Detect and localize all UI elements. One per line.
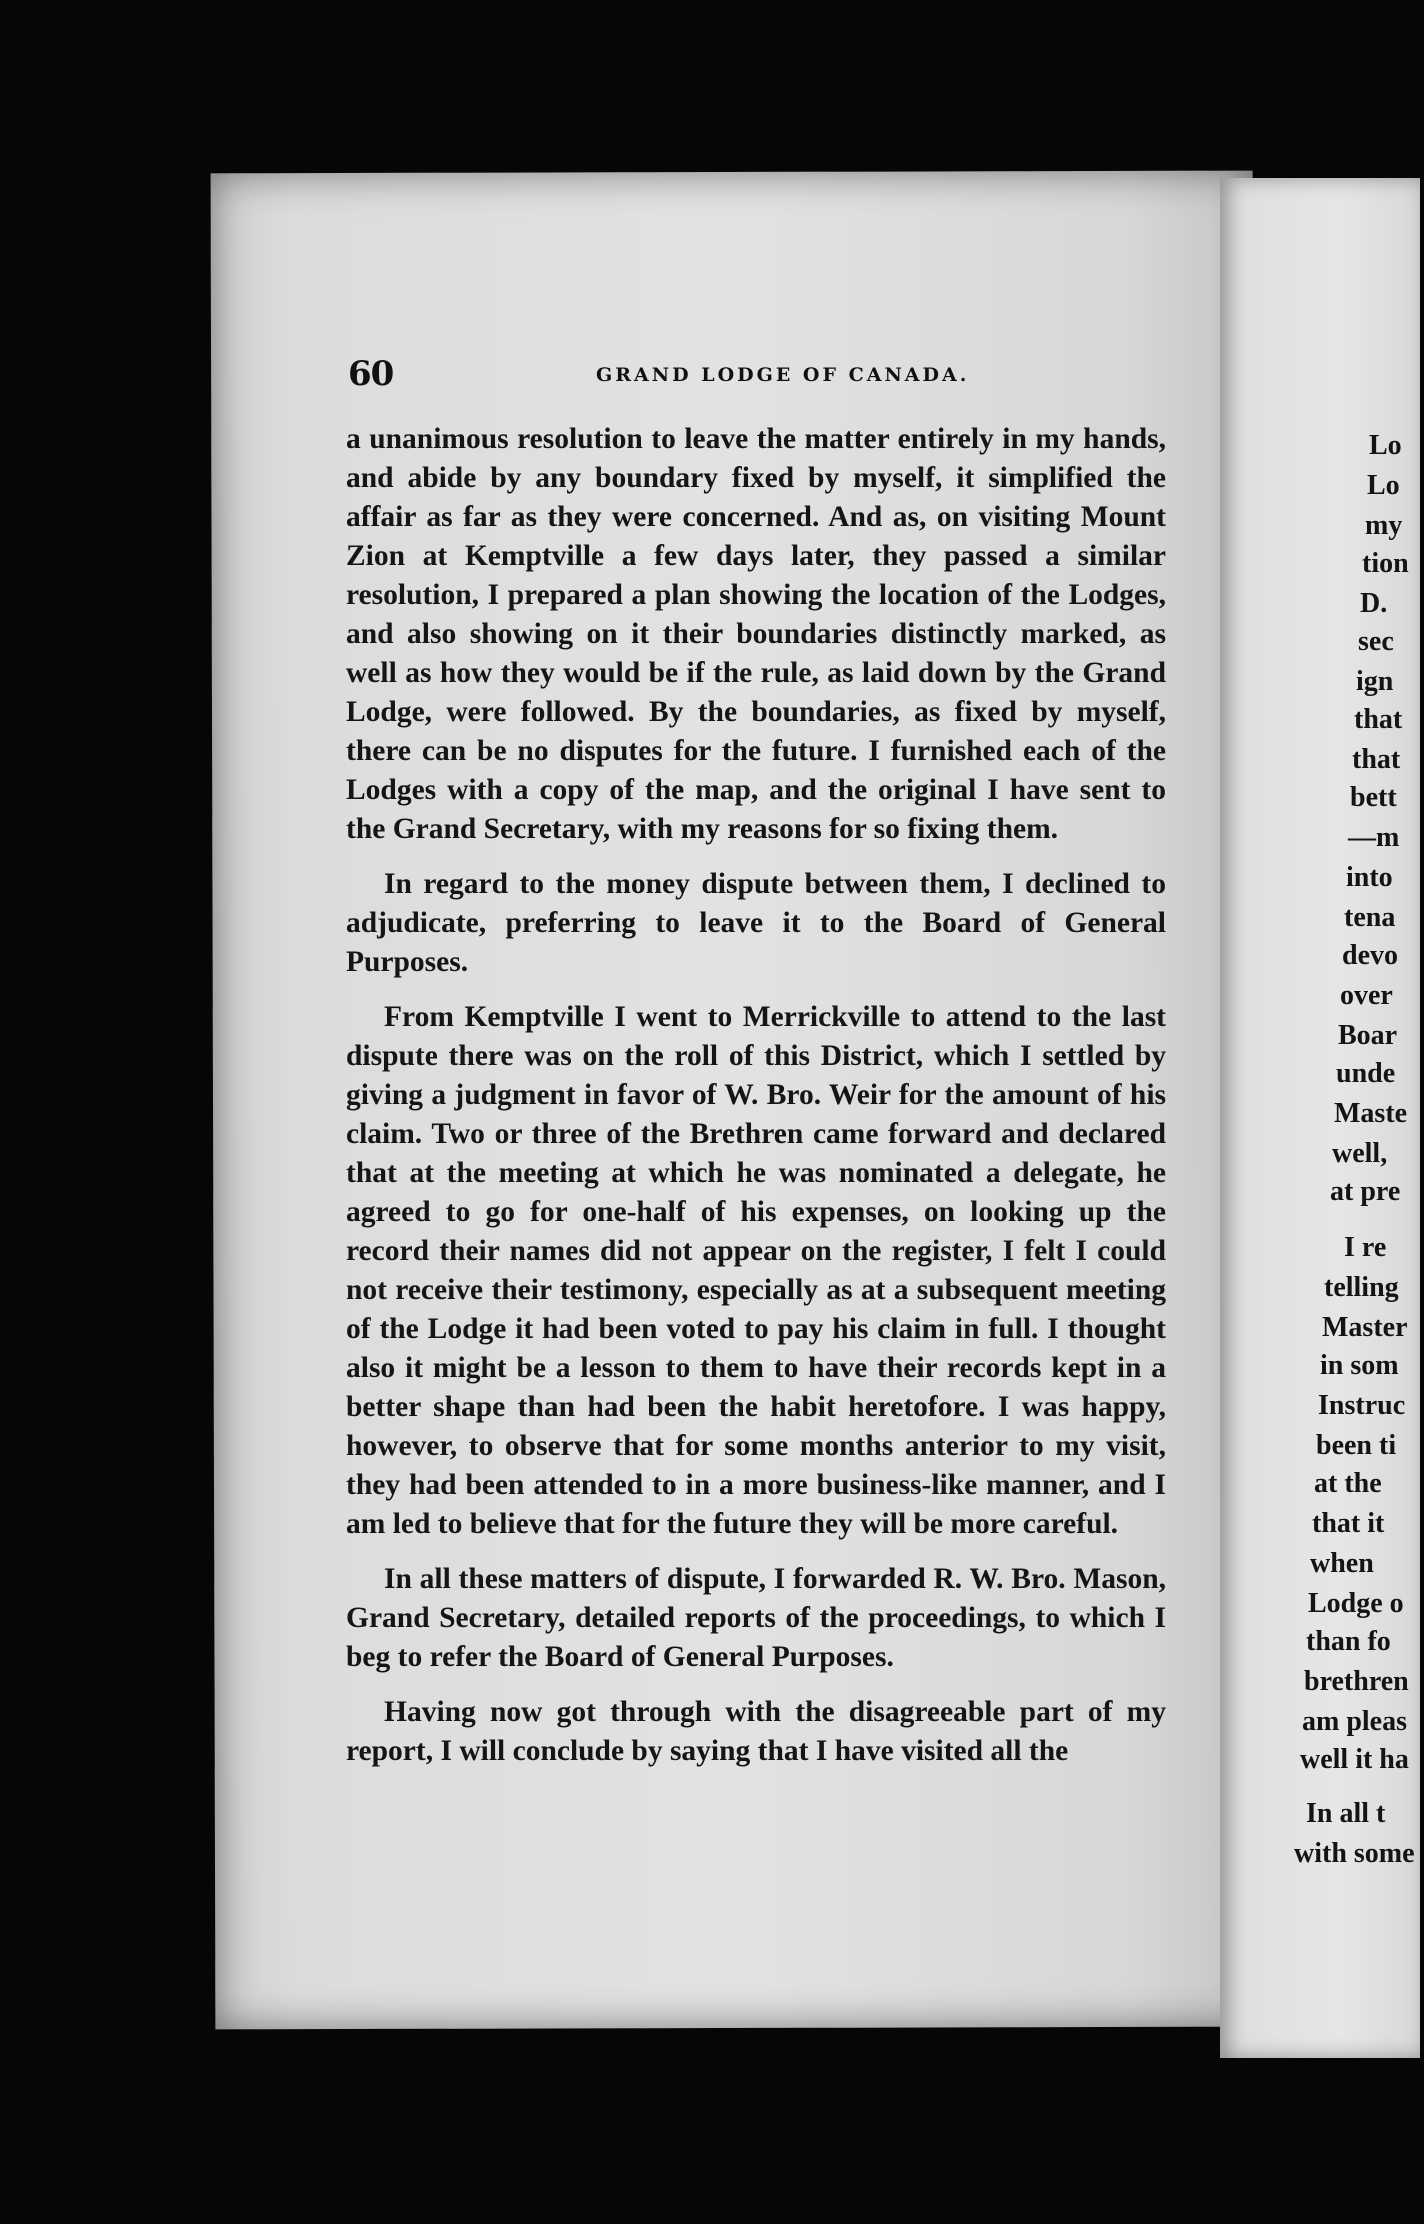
fragment-line: that — [1352, 744, 1401, 775]
fragment-line: my — [1365, 510, 1403, 541]
paragraph: Having now got through with the disagreeable part of my report, I will conclude by saying that I have visited all the — [346, 1696, 1166, 1767]
fragment-line: tena — [1344, 902, 1396, 933]
fragment-line: unde — [1336, 1058, 1396, 1089]
fragment-line: that — [1354, 704, 1403, 735]
fragment-line: In all t — [1306, 1798, 1386, 1829]
running-head: GRAND LODGE OF CANADA. — [596, 364, 970, 386]
body-text — [346, 420, 1166, 1787]
fragment-line: ign — [1356, 666, 1394, 697]
fragment-line: well it ha — [1300, 1744, 1409, 1775]
fragment-line: Lo — [1367, 470, 1400, 501]
fragment-line: I re — [1344, 1232, 1387, 1263]
fragment-line: Instruc — [1318, 1390, 1406, 1421]
page-header — [348, 354, 1168, 394]
paragraph: In regard to the money dispute between them, I declined to adjudicate, preferring to leave it to the Board of General Purposes. — [346, 868, 1166, 978]
fragment-line: when — [1310, 1548, 1374, 1579]
fragment-line: D. — [1360, 588, 1388, 619]
fragment-line: telling — [1324, 1272, 1399, 1303]
fragment-line: over — [1340, 980, 1393, 1011]
fragment-line: been ti — [1316, 1430, 1397, 1461]
fragment-line: at the — [1314, 1468, 1382, 1499]
paragraph: From Kemptville I went to Merrickville to attend to the last dispute there was on the roll of this District, which I settled by giving a judgment in favor of W. Bro. Weir for the amount of his claim. Two or three of the Brethren came forward and declared that at the meeting at which he was nominated a delegate, he agreed to go for one-half of his expenses, on looking up the record their names did not appear on the register, I felt I could not receive their testimony, especially as at a subsequent meeting of the Lodge it had been voted to pay his claim in full. I thought also it might be a lesson to them to have their records kept in a better shape than had been the habit heretofore. I was happy, however, to observe that for some months anterior to my visit, they had been attended to in a more business-like manner, and I am led to believe that for the future they will be more careful. — [346, 1001, 1166, 1540]
fragment-line: at pre — [1330, 1176, 1401, 1207]
fragment-line: devo — [1342, 940, 1398, 971]
fragment-line: Lo — [1369, 430, 1402, 461]
fragment-line: into — [1346, 862, 1393, 893]
fragment-line: Lodge o — [1308, 1588, 1404, 1619]
paragraph: a unanimous resolution to leave the matter entirely in my hands, and abide by any boundary fixed by myself, it simplified the affair as far as they were concerned. And as, on visiting Mount Zion at Kemptville a few days later, they passed a similar resolution, I prepared a plan showing the location of the Lodges, and also showing on it their boundaries distinctly marked, as well as how they would be if the rule, as laid down by the Grand Lodge, were followed. By the boundaries, as fixed by myself, there can be no disputes for the future. I furnished each of the Lodges with a copy of the map, and the original I have sent to the Grand Secretary, with my reasons for so fixing them. — [346, 423, 1166, 845]
fragment-line: —m — [1348, 822, 1400, 853]
fragment-line: sec — [1358, 626, 1394, 657]
fragment-line: well, — [1332, 1138, 1388, 1169]
fragment-line: brethren — [1304, 1666, 1409, 1697]
fragment-line: Maste — [1334, 1098, 1408, 1129]
fragment-line: than fo — [1306, 1626, 1391, 1657]
fragment-line: Master — [1322, 1312, 1408, 1343]
fragment-line: Boar — [1338, 1020, 1398, 1051]
fragment-line: tion — [1362, 548, 1409, 579]
page-number: 60 — [348, 354, 394, 394]
fragment-line: with some — [1294, 1838, 1415, 1869]
fragment-line: in som — [1320, 1350, 1399, 1381]
fragment-line: am pleas — [1302, 1706, 1407, 1737]
fragment-line: that it — [1312, 1508, 1385, 1539]
fragment-line: bett — [1350, 782, 1397, 813]
paragraph: In all these matters of dispute, I forwarded R. W. Bro. Mason, Grand Secretary, detailed reports of the proceedings, to which I beg to refer the Board of General Purposes. — [346, 1563, 1166, 1673]
